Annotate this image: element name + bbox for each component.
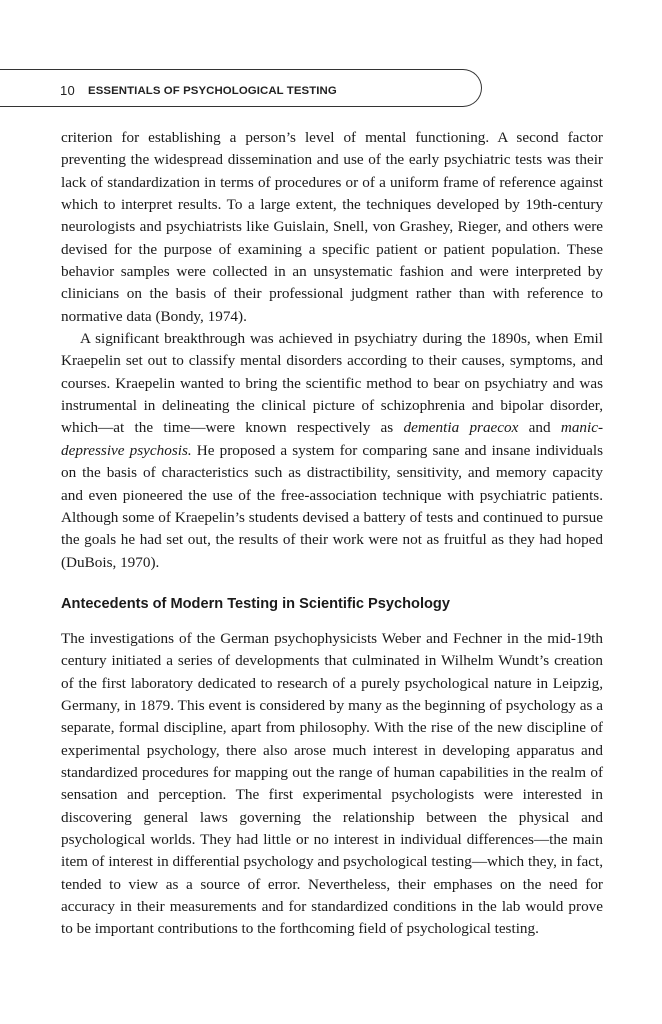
paragraph-3: The investigations of the German psychophysicists Weber and Fechner in the mid-19th century initiated a series of developments that culminated in Wilhelm Wundt’s creation of the first laboratory dedicated to research of a purely psychological nature in Leipzig, Germany, in 1879. This event is considered by many as the beginning of psychology as a separate, formal discipline, apart from philosophy. With the rise of the new discipline of experimental psychology, there also arose much interest in developing apparatus and standardized procedures for mapping out the range of human capabilities in the realm of sensation and perception. The first experimental psychologists were interested in discovering general laws governing the relationship between the physical and psychological worlds. They had little or no interest in individual differences—the main item of interest in differential psychology and psychological testing—which they, in fact, tended to view as a source of error. Nevertheless, their emphases on the need for accuracy in their measurements and for standardized conditions in the lab would prove to be important contributions to the forthcoming field of psychological testing. <box>61 630 603 938</box>
running-head <box>0 69 482 107</box>
paragraph-1: criterion for establishing a person’s level of mental functioning. A second factor preventing the widespread dissemination and use of the early psychiatric tests was their lack of standardization in terms of procedures or of a uniform frame of reference against which to interpret results. To a large extent, the techniques developed by 19th-century neurologists and psychiatrists like Guislain, Snell, von Grashey, Rieger, and others were devised for the purpose of examining a specific patient or patient population. These behavior samples were collected in an unsystematic fashion and were interpreted by clinicians on the basis of their professional judgment rather than with reference to normative data (Bondy, 1974). <box>61 129 603 325</box>
term-manic-depressive-psychosis: manic-depressive psychosis. <box>61 419 604 459</box>
paragraph-2-text-before: A significant breakthrough was achieved in psychiatry during the 1890s, when Emil Kraepelin set out to classify mental disorders according to their causes, symptoms, and courses. Kraepelin wanted to bring the scientific method to bear on psychiatry and was instrumental in delineating the clinical picture of schizophrenia and bipolar disorder, which—at the time—were known respectively as <box>61 330 603 437</box>
paragraph-2-text-after: He proposed a system for comparing sane and insane individuals on the basis of characteristics such as distractibility, sensitivity, and memory capacity and even pioneered the use of the free-association technique with psychiatric patients. Although some of Kraepelin’s students devised a battery of tests and continued to pursue the goals he had set out, the results of their work were not as fruitful as they had hoped (DuBois, 1970). <box>61 441 604 571</box>
paragraph-2-conjunction: and <box>528 419 551 437</box>
page-number: 10 <box>60 83 76 98</box>
term-dementia-praecox: dementia praecox <box>403 419 519 437</box>
body-text-block-2 <box>61 628 603 941</box>
book-title: ESSENTIALS OF PSYCHOLOGICAL TESTING <box>88 84 337 97</box>
body-text-block <box>61 127 603 574</box>
paragraph-2 <box>61 328 603 574</box>
section-heading: Antecedents of Modern Testing in Scientific Psychology <box>61 596 450 612</box>
